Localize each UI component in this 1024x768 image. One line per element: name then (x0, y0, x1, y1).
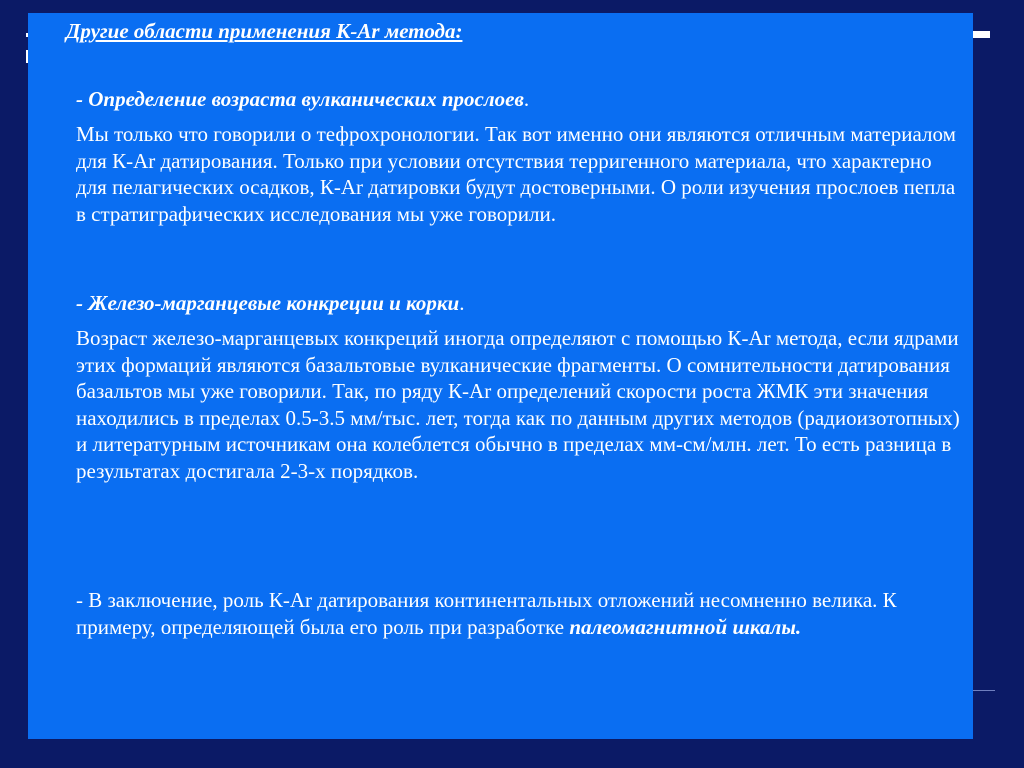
section-heading-volcanic (76, 87, 529, 112)
section-body-nodules: Возраст железо-марганцевых конкреций иногда определяют с помощью К-Ar метода, если ядрами этих формаций являются базальтовые вулканические фрагменты. О сомнительности датирования базальтов мы уже говорили. Так, по ряду К-Ar определений скорости роста ЖМК эти значения находились в пределах 0.5-3.5 мм/тыс. лет, тогда как по данным других методов (радиоизотопных) и литературным источникам она колеблется обычно в пределах мм-см/млн. лет. То есть разница в результатах достигала 2-3-х порядков. (76, 326, 960, 483)
conclusion-text: - В заключение, роль К-Ar датирования континентальных отложений несомненно велика. К примеру, определяющей была его роль при разработке (76, 588, 897, 639)
corner-mark-top-right (973, 31, 990, 38)
section-heading-nodules-period: . (459, 291, 465, 315)
conclusion-paragraph (76, 587, 966, 640)
conclusion-period: . (795, 614, 802, 639)
section-heading-nodules-text: - Железо-марганцевые конкреции и корки (76, 291, 460, 315)
conclusion-emphasis: палеомагнитной шкалы (569, 614, 796, 639)
corner-line-bottom-right (973, 690, 995, 691)
section-heading-volcanic-text: - Определение возраста вулканических прослоев (76, 87, 524, 111)
slide-title: Другие области применения К-Ar метода: (66, 19, 463, 43)
section-body-volcanic: Мы только что говорили о тефрохронологии. Так вот именно они являются отличным материалом для К-Ar датирования. Только при условии отсутствия терригенного материала, что характерно для пелагических осадков, К-Ar датировки будут достоверными. О роли изучения прослоев пепла в стратиграфических исследования мы уже говорили. (76, 122, 956, 226)
section-heading-nodules (76, 291, 464, 316)
section-heading-volcanic-period: . (523, 87, 530, 111)
